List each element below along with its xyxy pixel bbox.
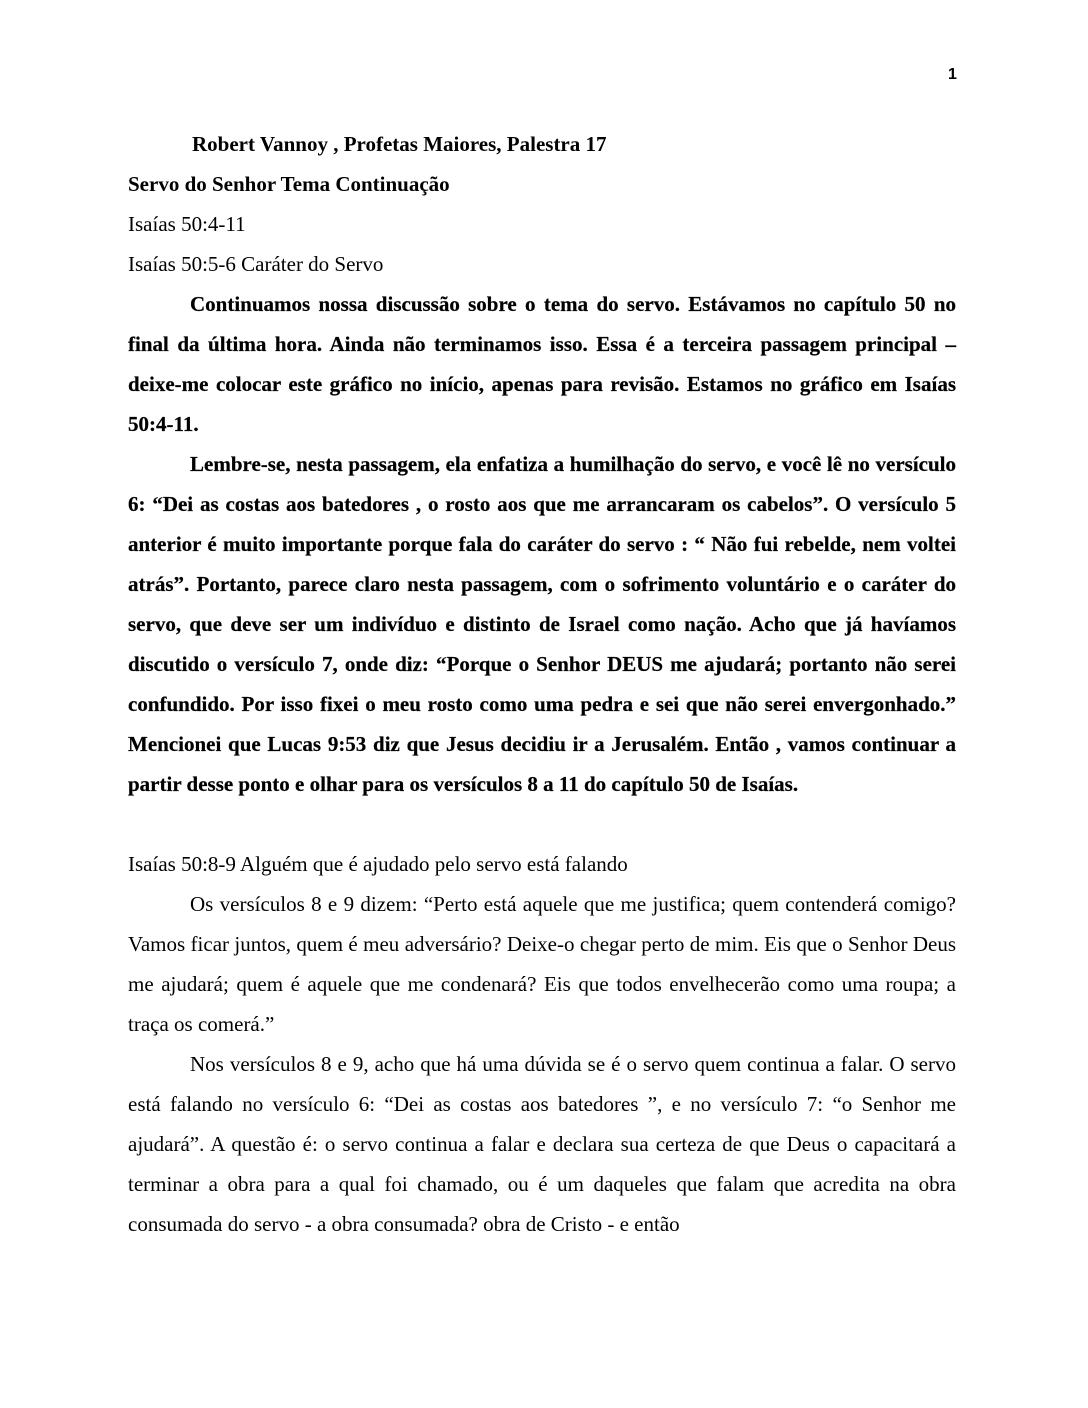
page-number: 1 <box>948 66 957 83</box>
page-content <box>128 124 956 1244</box>
paragraph-verses-quote: Os versículos 8 e 9 dizem: “Perto está aquele que me justifica; quem contenderá comigo? Vamos ficar juntos, quem é meu adversário? Deixe-o chegar perto de mim. Eis que o Senhor Deus me ajudará; quem é aquele que me condenará? Eis que todos envelhecerão como uma roupa; a traça os comerá.” <box>128 892 956 1036</box>
scripture-reference: Isaías 50:4-11 <box>128 212 246 236</box>
paragraph-intro: Continuamos nossa discussão sobre o tema do servo. Estávamos no capítulo 50 no final da última hora. Ainda não terminamos isso. Essa é a terceira passagem principal – deixe-me colocar este gráfico no início, apenas para revisão. Estamos no gráfico em Isaías 50:4-11. <box>128 292 956 436</box>
section-heading-character: Isaías 50:5-6 Caráter do Servo <box>128 252 384 276</box>
paragraph-discussion: Nos versículos 8 e 9, acho que há uma dúvida se é o servo quem continua a falar. O servo está falando no versículo 6: “Dei as costas aos batedores ”, e no versículo 7: “o Senhor me ajudará”. A questão é: o servo continua a falar e declara sua certeza de que Deus o capacitará a terminar a obra para a qual foi chamado, ou é um daqueles que falam que acredita na obra consumada do servo - a obra consumada? obra de Cristo - e então <box>128 1052 956 1236</box>
section-heading-verses-8-9: Isaías 50:8-9 Alguém que é ajudado pelo servo está falando <box>128 852 628 876</box>
lecture-title: Robert Vannoy , Profetas Maiores, Palestra 17 <box>192 132 607 156</box>
paragraph-humiliation: Lembre-se, nesta passagem, ela enfatiza a humilhação do servo, e você lê no versículo 6: “Dei as costas aos batedores , o rosto aos que me arrancaram os cabelos”. O versículo 5 anterior é muito importante porque fala do caráter do servo : “ Não fui rebelde, nem voltei atrás”. Portanto, parece claro nesta passagem, com o sofrimento voluntário e o caráter do servo, que deve ser um indivíduo e distinto de Israel como nação. Acho que já havíamos discutido o versículo 7, onde diz: “Porque o Senhor DEUS me ajudará; portanto não serei confundido. Por isso fixei o meu rosto como uma pedra e sei que não serei envergonhado.” Mencionei que Lucas 9:53 diz que Jesus decidiu ir a Jerusalém. Então , vamos continuar a partir desse ponto e olhar para os versículos 8 a 11 do capítulo 50 de Isaías. <box>128 452 956 796</box>
lecture-subtitle: Servo do Senhor Tema Continuação <box>128 172 450 196</box>
